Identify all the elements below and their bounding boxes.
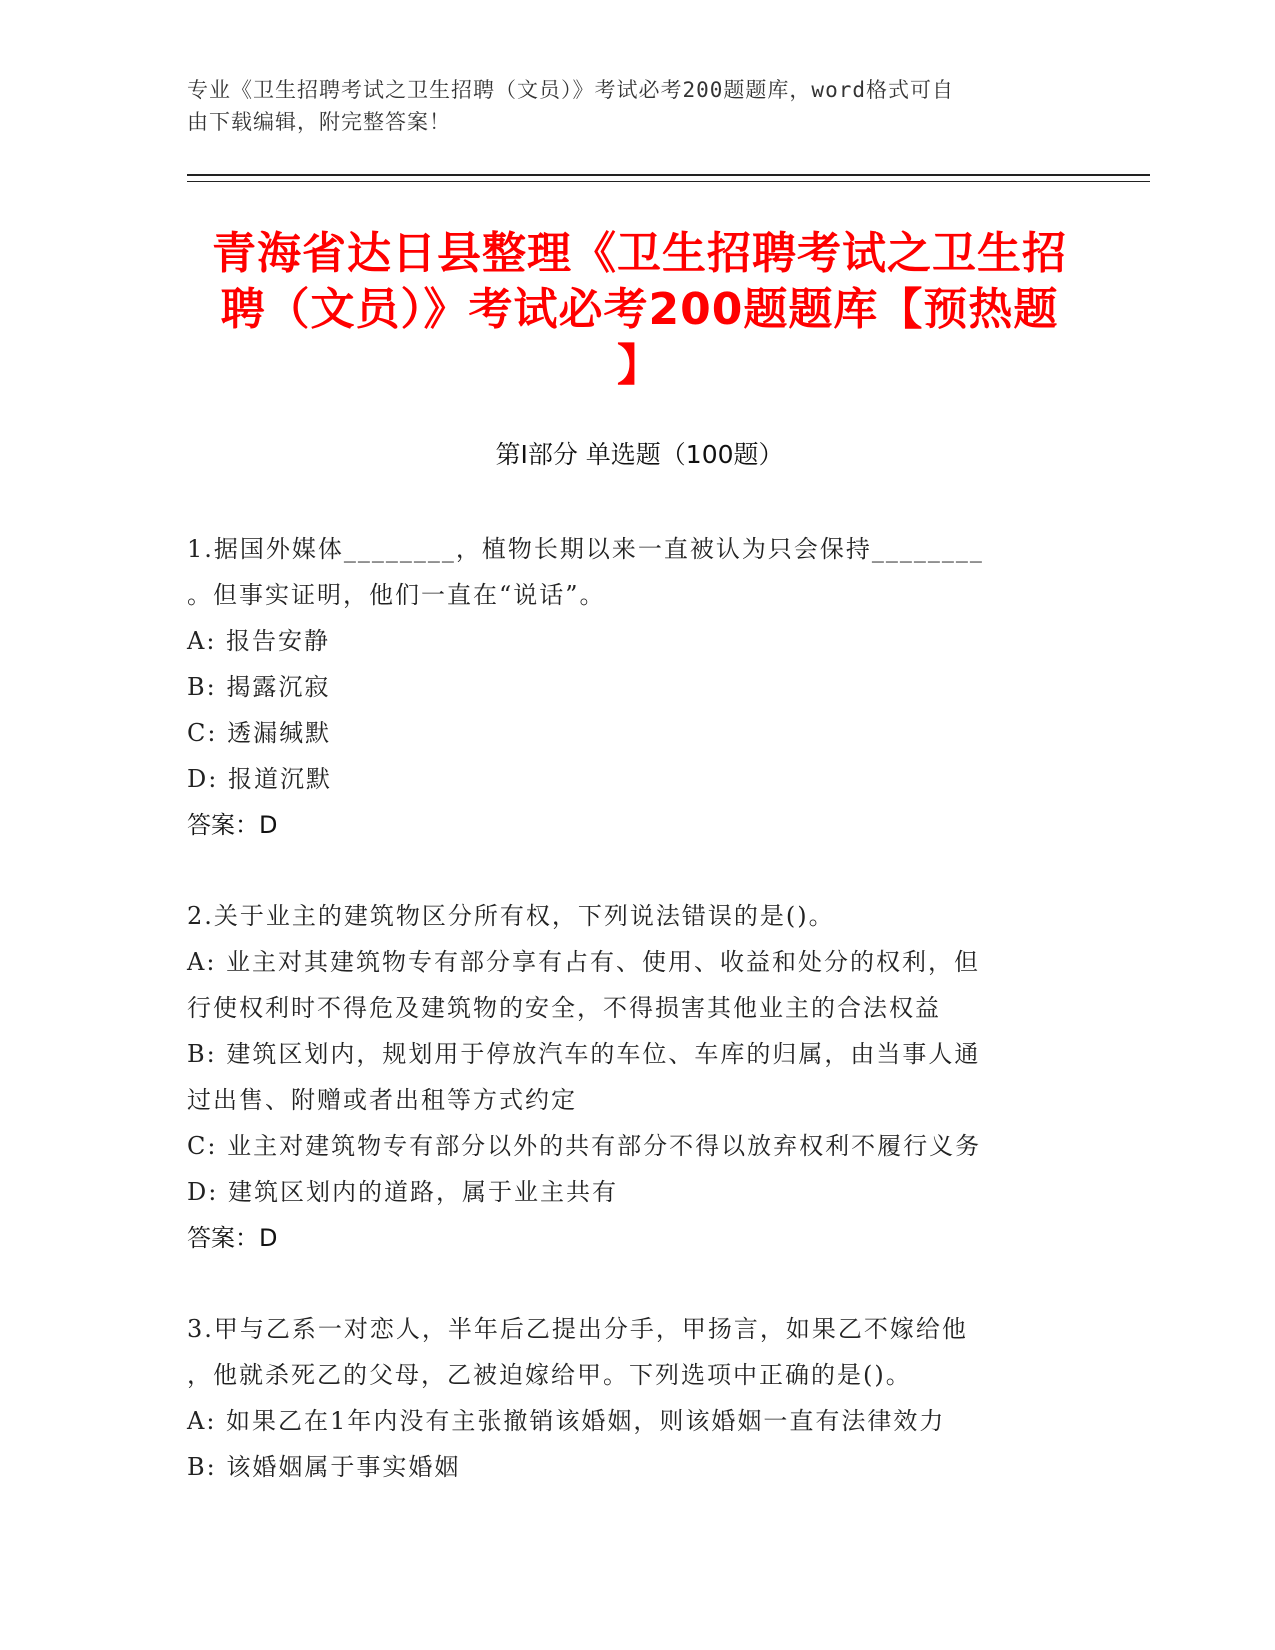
question-stem-line: 1.据国外媒体________，植物长期以来一直被认为只会保持________ [187,535,984,563]
option-a: A: 报告安静 [187,627,331,655]
document-title [187,226,1092,394]
question-stem-line: 3.甲与乙系一对恋人，半年后乙提出分手，甲扬言，如果乙不嫁给他 [187,1315,968,1343]
option-d: D: 建筑区划内的道路，属于业主共有 [187,1178,618,1206]
header-divider-thin [187,181,1150,182]
question-list [187,526,1087,1535]
option-a: A: 业主对其建筑物专有部分享有占有、使用、收益和处分的权利，但 [187,948,981,976]
question-stem-line: 2.关于业主的建筑物区分所有权，下列说法错误的是()。 [187,902,835,930]
option-b: B: 揭露沉寂 [187,673,331,701]
answer-line: 答案：D [187,1224,278,1252]
question-stem-line: ，他就杀死乙的父母，乙被迫嫁给甲。下列选项中正确的是()。 [187,1361,912,1389]
title-line-1: 青海省达日县整理《卫生招聘考试之卫生招 [212,228,1067,279]
title-line-3: 】 [617,340,662,391]
option-c: C: 透漏缄默 [187,719,332,747]
option-b: B: 该婚姻属于事实婚姻 [187,1453,461,1481]
question-2 [187,893,1087,1261]
title-line-2: 聘（文员）》考试必考200题题库【预热题 [220,284,1059,335]
document-header [187,74,1087,138]
option-d: D: 报道沉默 [187,765,332,793]
option-c: C: 业主对建筑物专有部分以外的共有部分不得以放弃权利不履行义务 [187,1132,982,1160]
header-line-1: 专业《卫生招聘考试之卫生招聘（文员）》考试必考200题题库，word格式可自 [187,78,954,102]
option-b: B: 建筑区划内，规划用于停放汽车的车位、车库的归属，由当事人通 [187,1040,981,1068]
header-divider-thick [187,174,1150,176]
option-a: A: 如果乙在1年内没有主张撤销该婚姻，则该婚姻一直有法律效力 [187,1407,946,1435]
question-stem-line: 。但事实证明，他们一直在“说话”。 [187,581,606,609]
question-1 [187,526,1087,848]
header-line-2: 由下载编辑，附完整答案！ [187,110,451,134]
option-a-continued: 行使权利时不得危及建筑物的安全，不得损害其他业主的合法权益 [187,994,941,1022]
question-3 [187,1306,1087,1490]
section-heading: 第I部分 单选题（100题） [495,440,784,469]
option-b-continued: 过出售、附赠或者出租等方式约定 [187,1086,577,1114]
answer-line: 答案：D [187,811,278,839]
